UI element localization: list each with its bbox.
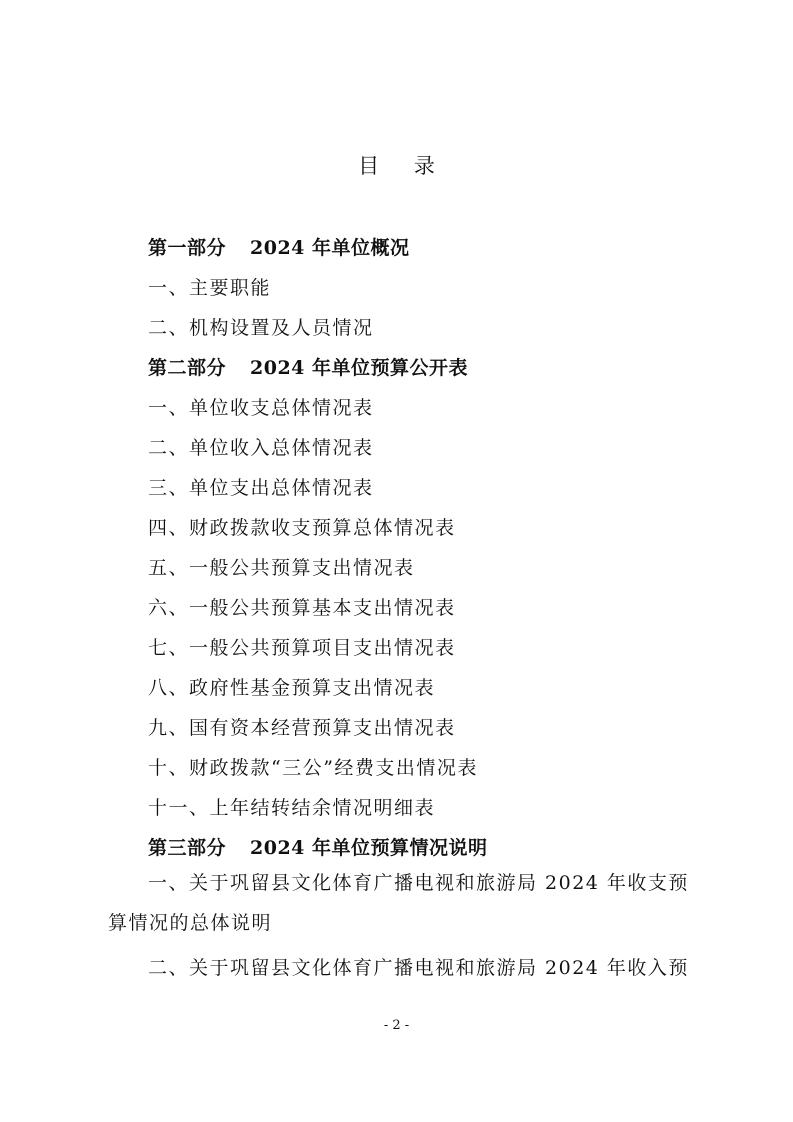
- part2-item-9: 九、国有资本经营预算支出情况表: [148, 717, 456, 739]
- part3-heading: [148, 833, 488, 860]
- part3-paragraph-1: 一、关于巩留县文化体育广播电视和旅游局 2024 年收支预算情况的总体说明: [108, 872, 689, 934]
- toc-title: 目 录: [358, 154, 449, 178]
- part2-label: 第二部分: [148, 357, 227, 379]
- part2-heading: [148, 353, 468, 380]
- part2-item-6: 六、一般公共预算基本支出情况表: [148, 597, 456, 619]
- part1-item-1: 一、主要职能: [148, 277, 272, 299]
- part2-item-7: 七、一般公共预算项目支出情况表: [148, 637, 456, 659]
- part1-label: 第一部分: [148, 237, 227, 259]
- part1-heading: [148, 233, 410, 260]
- part1-text: 2024 年单位概况: [250, 237, 410, 259]
- part2-item-1: 一、单位收支总体情况表: [148, 397, 374, 419]
- part2-item-5: 五、一般公共预算支出情况表: [148, 557, 415, 579]
- part3-text: 2024 年单位预算情况说明: [250, 837, 488, 859]
- part2-item-10: 十、财政拨款“三公”经费支出情况表: [148, 757, 478, 779]
- part2-item-4: 四、财政拨款收支预算总体情况表: [148, 517, 456, 539]
- part2-item-3: 三、单位支出总体情况表: [148, 477, 374, 499]
- part2-item-11: 十一、上年结转结余情况明细表: [148, 797, 436, 819]
- page-number: - 2 -: [383, 1018, 410, 1033]
- part2-item-2: 二、单位收入总体情况表: [148, 437, 374, 459]
- part1-item-2: 二、机构设置及人员情况: [148, 317, 374, 339]
- part2-text: 2024 年单位预算公开表: [250, 357, 469, 379]
- part3-paragraph-2: 二、关于巩留县文化体育广播电视和旅游局 2024 年收入预: [148, 957, 689, 979]
- part3-label: 第三部分: [148, 837, 227, 859]
- part2-item-8: 八、政府性基金预算支出情况表: [148, 677, 436, 699]
